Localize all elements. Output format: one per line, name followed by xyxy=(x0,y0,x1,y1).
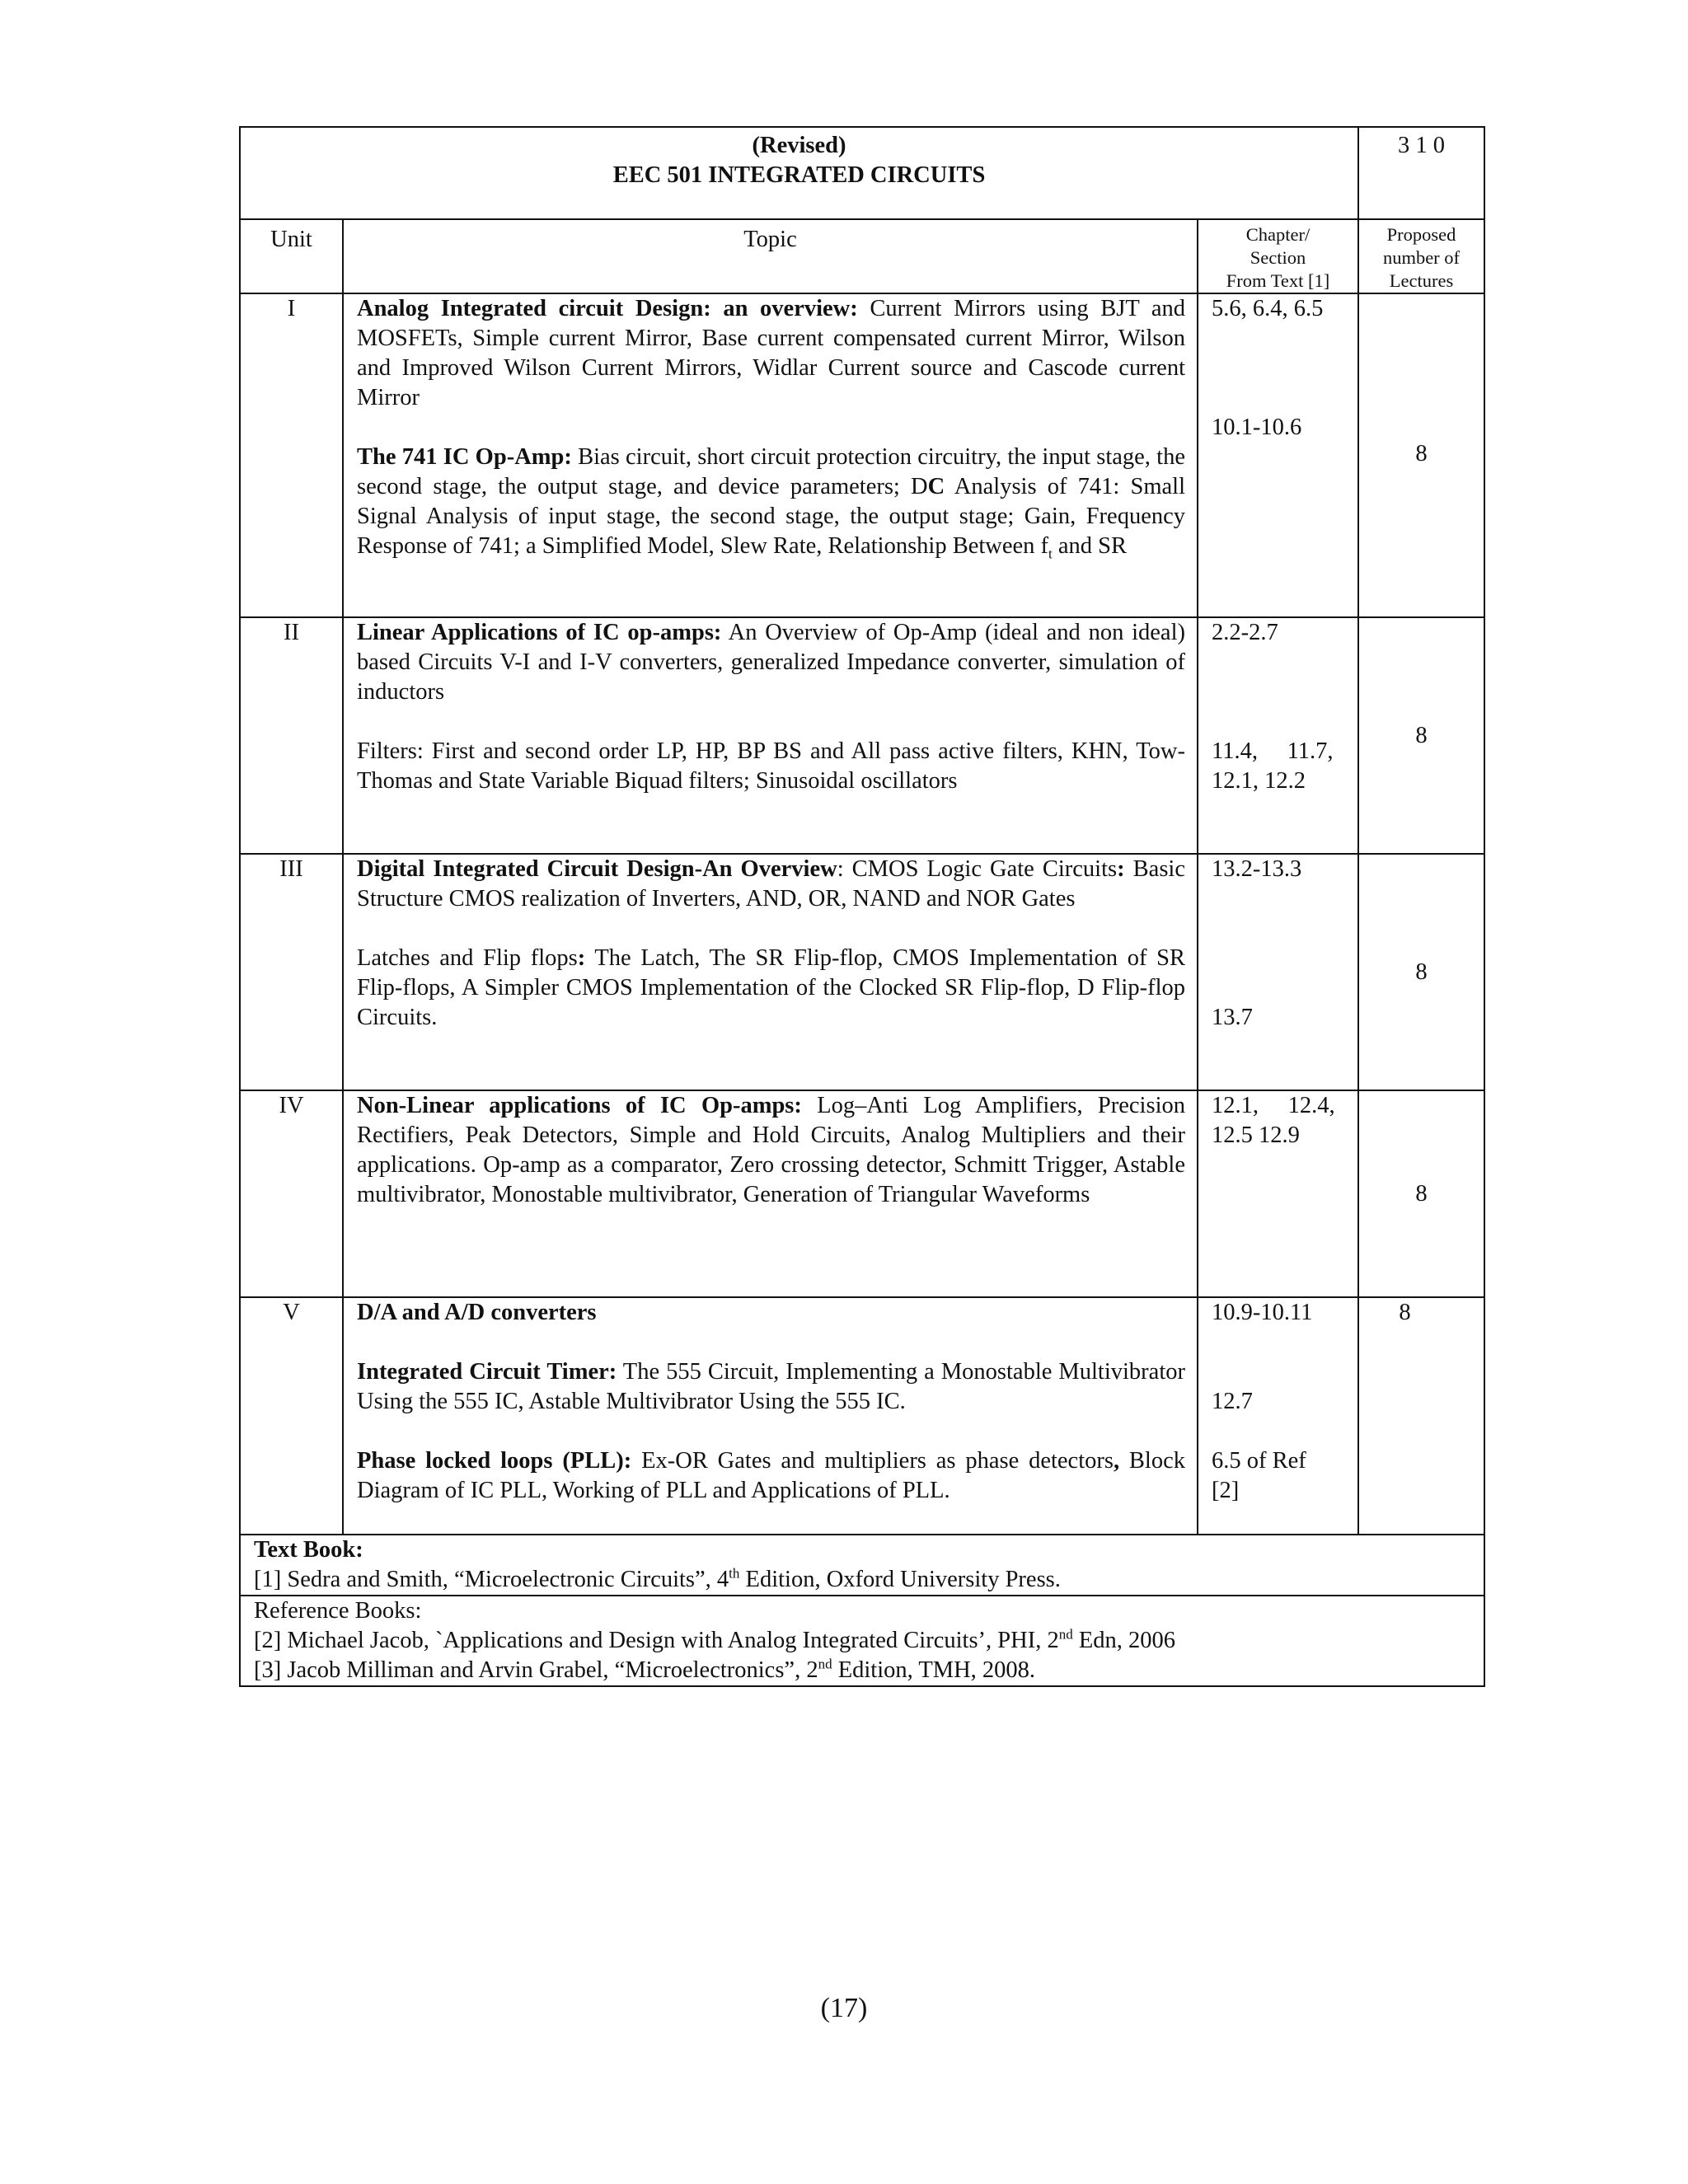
lecture-count: 8 xyxy=(1415,1180,1428,1207)
chapter-column-header xyxy=(1198,219,1358,293)
chapter-ref: 12.7 xyxy=(1212,1389,1253,1414)
revised-label: (Revised) xyxy=(752,133,846,158)
topic-text: Basic Structure CMOS realization of Inverters, AND, OR, NAND and NOR Gates xyxy=(357,856,1185,912)
topic-text-bold: : xyxy=(1117,856,1125,882)
reference-books-cell xyxy=(240,1596,1484,1686)
topic-text: The Latch, The SR Flip-flop, CMOS Implementation of SR Flip-flops, A Simpler CMOS Implementation of the Clocked SR Flip-flop, D Flip-flop Circuits. xyxy=(357,945,1185,1030)
topic-cell xyxy=(343,1297,1198,1535)
topic-text-bold: : xyxy=(577,945,586,971)
table-row xyxy=(240,617,1484,854)
chapter-ref: 10.1-10.6 xyxy=(1212,415,1302,440)
chapter-ref: [2] xyxy=(1212,1478,1240,1503)
page-number: (17) xyxy=(820,1993,868,2023)
chapter-header-line-1: Chapter/ xyxy=(1245,224,1311,245)
unit-column-header: Unit xyxy=(240,219,343,293)
lecture-count: 8 xyxy=(1415,722,1428,748)
text-book-cell xyxy=(240,1535,1484,1596)
lectures-cell xyxy=(1358,1297,1484,1535)
chapter-ref: 10.9-10.11 xyxy=(1212,1300,1313,1325)
column-header-row xyxy=(240,219,1484,293)
topic-text: The 555 Circuit, Implementing a Monostable Multivibrator Using the 555 IC, Astable Multivibrator Using the 555 IC. xyxy=(357,1359,1185,1414)
topic-text-bold: , xyxy=(1113,1448,1120,1474)
lectures-cell xyxy=(1358,293,1484,617)
topic-paragraph xyxy=(357,1357,1185,1417)
lecture-count: 8 xyxy=(1399,1300,1411,1325)
credits-value: 3 1 0 xyxy=(1398,133,1445,158)
lectures-header-line-2: number of xyxy=(1382,247,1461,268)
topic-text: Current Mirrors using BJT and MOSFETs, Simple current Mirror, Base current compensated current Mirror, Wilson and Improved Wilson Current Mirrors, Widlar Current source and Cascode current Mirror xyxy=(357,296,1185,410)
topic-text: Filters: First and second order LP, HP, BP BS and All pass active filters, KHN, Tow-Thomas and State Variable Biquad filters; Sinusoidal oscillators xyxy=(357,738,1185,794)
course-title: EEC 501 INTEGRATED CIRCUITS xyxy=(612,162,986,188)
topic-paragraph xyxy=(357,618,1185,707)
topic-heading: Digital Integrated Circuit Design-An Overview xyxy=(357,856,837,882)
lecture-count: 8 xyxy=(1415,958,1428,985)
unit-number: I xyxy=(240,293,343,617)
reference-entry xyxy=(254,1626,1470,1656)
table-row xyxy=(240,854,1484,1090)
reference-entry xyxy=(254,1656,1470,1685)
topic-cell xyxy=(343,293,1198,617)
subscript: t xyxy=(1048,546,1053,562)
topic-cell xyxy=(343,617,1198,854)
book-text: [1] Sedra and Smith, “Microelectronic Circuits”, 4 xyxy=(254,1567,729,1592)
table-row xyxy=(240,1090,1484,1297)
table-row xyxy=(240,1297,1484,1535)
lectures-cell xyxy=(1358,854,1484,1090)
chapter-ref: 5.6, 6.4, 6.5 xyxy=(1212,296,1324,321)
topic-paragraph xyxy=(357,1298,1185,1328)
topic-cell xyxy=(343,854,1198,1090)
lecture-count: 8 xyxy=(1415,441,1428,466)
book-text: Edition, Oxford University Press. xyxy=(739,1567,1061,1592)
topic-text: An Overview of Op-Amp (ideal and non ideal) based Circuits V-I and I-V converters, generalized Impedance converter, simulation of inductors xyxy=(357,620,1185,705)
topic-text: Analysis of 741: Small Signal Analysis of input stage, the second stage, the output stage; Gain, Frequency Response of 741; a Simplified Model, Slew Rate, Relationship Between f xyxy=(357,474,1186,559)
superscript: nd xyxy=(1058,1626,1073,1643)
unit-number: V xyxy=(240,1297,343,1535)
topic-paragraph xyxy=(357,737,1185,796)
topic-heading: D/A and A/D converters xyxy=(357,1300,597,1325)
lectures-header-line-3: Lectures xyxy=(1389,270,1454,291)
topic-paragraph xyxy=(357,944,1185,1033)
topic-text: : CMOS Logic Gate Circuits xyxy=(837,856,1118,882)
book-text: [2] Michael Jacob, `Applications and Design with Analog Integrated Circuits’, PHI, 2 xyxy=(254,1628,1059,1653)
topic-paragraph xyxy=(357,855,1185,914)
chapter-header-line-2: Section xyxy=(1250,247,1306,268)
topic-text-bold: C xyxy=(927,474,945,499)
text-book-entry xyxy=(254,1565,1470,1595)
reference-books-row xyxy=(240,1596,1484,1686)
chapter-ref: 11.4, 11.7, xyxy=(1212,738,1334,764)
course-title-cell xyxy=(240,127,1358,219)
topic-cell xyxy=(343,1090,1198,1297)
lectures-header-line-1: Proposed xyxy=(1386,224,1456,245)
reference-books-heading: Reference Books: xyxy=(254,1598,422,1624)
superscript: nd xyxy=(818,1656,832,1672)
unit-number: III xyxy=(240,854,343,1090)
table-row xyxy=(240,293,1484,617)
title-row xyxy=(240,127,1484,219)
chapter-header-line-3: From Text [1] xyxy=(1226,270,1330,291)
credits-cell xyxy=(1358,127,1484,219)
lectures-cell xyxy=(1358,617,1484,854)
topic-text: Ex-OR Gates and multipliers as phase detectors xyxy=(631,1448,1114,1474)
topic-paragraph xyxy=(357,294,1185,413)
chapter-ref: 2.2-2.7 xyxy=(1212,620,1278,645)
topic-text: Log–Anti Log Amplifiers, Precision Rectifiers, Peak Detectors, Simple and Hold Circuits, Analog Multipliers and their applications. Op-amp as a comparator, Zero crossing detector, Schmitt Trigger, Astable multivibrator, Monostable multivibrator, Generation of Triangular Waveforms xyxy=(357,1093,1185,1207)
chapter-ref: 12.1, 12.2 xyxy=(1212,768,1306,794)
book-text: [3] Jacob Milliman and Arvin Grabel, “Microelectronics”, 2 xyxy=(254,1657,818,1683)
topic-heading: Integrated Circuit Timer: xyxy=(357,1359,617,1385)
topic-paragraph xyxy=(357,1446,1185,1506)
unit-number: IV xyxy=(240,1090,343,1297)
superscript: th xyxy=(729,1565,740,1582)
topic-text: Latches and Flip flops xyxy=(357,945,578,971)
topic-column-header: Topic xyxy=(343,219,1198,293)
topic-heading: Non-Linear applications of IC Op-amps: xyxy=(357,1093,802,1118)
chapter-cell xyxy=(1198,1090,1358,1297)
lectures-column-header xyxy=(1358,219,1484,293)
topic-paragraph xyxy=(357,443,1185,561)
topic-heading: Linear Applications of IC op-amps: xyxy=(357,620,722,645)
chapter-ref: 6.5 of Ref xyxy=(1212,1448,1306,1474)
book-text: Edition, TMH, 2008. xyxy=(832,1657,1036,1683)
topic-heading: Phase locked loops (PLL): xyxy=(357,1448,632,1474)
topic-text: and SR xyxy=(1052,533,1128,559)
chapter-cell xyxy=(1198,293,1358,617)
lectures-cell xyxy=(1358,1090,1484,1297)
chapter-ref: 12.5 12.9 xyxy=(1212,1122,1300,1148)
topic-paragraph xyxy=(357,1091,1185,1210)
topic-heading: The 741 IC Op-Amp: xyxy=(357,444,572,470)
text-book-heading: Text Book: xyxy=(254,1537,363,1563)
chapter-ref: 13.7 xyxy=(1212,1005,1253,1030)
topic-text: Bias circuit, short circuit protection circuitry, the input stage, the second stage, the output stage, and device parameters; D xyxy=(357,444,1185,499)
syllabus-table xyxy=(239,126,1485,1687)
book-text: Edn, 2006 xyxy=(1072,1628,1175,1653)
chapter-ref: 13.2-13.3 xyxy=(1212,856,1302,882)
unit-number: II xyxy=(240,617,343,854)
chapter-cell xyxy=(1198,1297,1358,1535)
chapter-cell xyxy=(1198,617,1358,854)
topic-heading: Analog Integrated circuit Design: an overview: xyxy=(357,296,858,321)
text-book-row xyxy=(240,1535,1484,1596)
chapter-ref: 12.1, 12.4, xyxy=(1212,1093,1335,1118)
chapter-cell xyxy=(1198,854,1358,1090)
topic-text: Block Diagram of IC PLL, Working of PLL and Applications of PLL. xyxy=(357,1448,1186,1503)
